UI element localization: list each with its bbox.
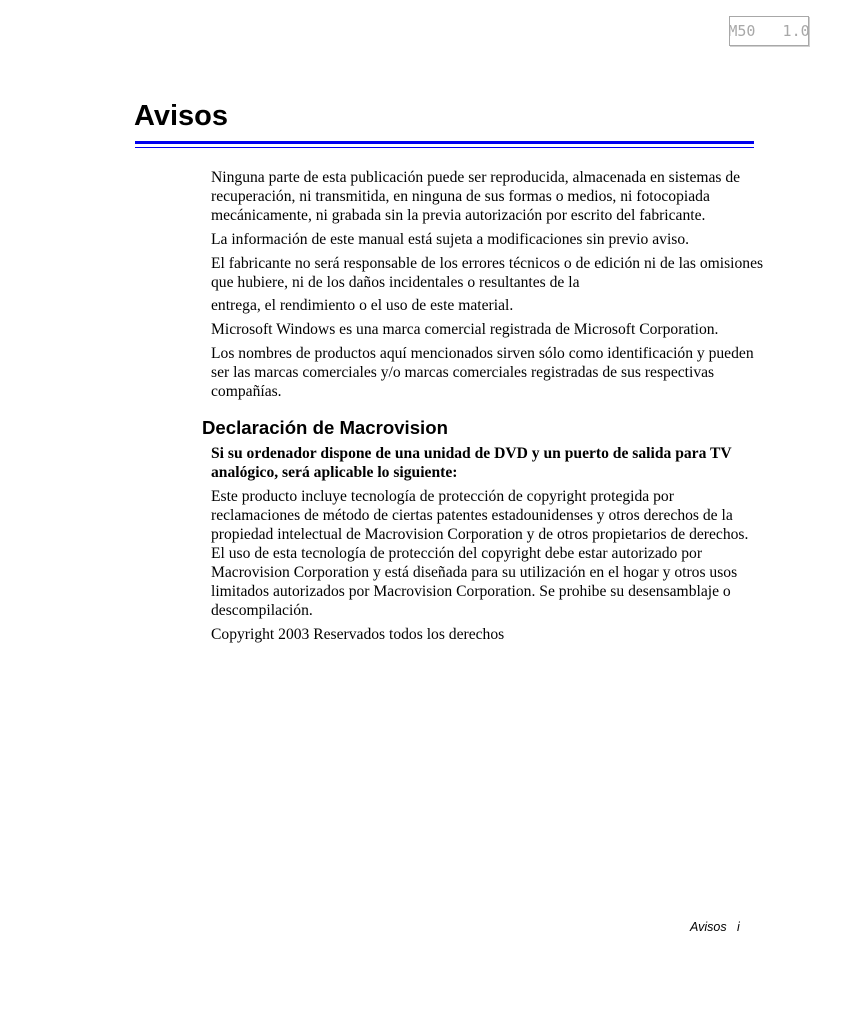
macrovision-section: [211, 444, 761, 649]
notice-liability: El fabricante no será responsable de los errores técnicos o de edición ni de las omisiones que hubiere, ni de los daños incidentales o resultantes de la: [211, 255, 764, 291]
notices-section: [211, 168, 766, 406]
notice-microsoft-trademark: Microsoft Windows es una marca comercial registrada de Microsoft Corporation.: [211, 321, 719, 338]
notice-product-names: Los nombres de productos aquí mencionados sirven sólo como identificación y pueden ser las marcas comerciales y/o marcas comerciales registradas de sus respectivas compañías.: [211, 345, 754, 400]
version-label: M50 1.0: [729, 16, 809, 46]
page-title: Avisos: [134, 100, 229, 132]
title-rule-thick: [135, 141, 754, 144]
title-rule-thin: [135, 147, 754, 148]
page-footer: Avisos i: [690, 920, 740, 934]
notice-reproduction: Ninguna parte de esta publicación puede ser reproducida, almacenada en sistemas de recuperación, ni transmitida, en ninguna de sus formas o medios, ni fotocopiada mecánicamente, ni grabada sin la previa autorización por escrito del fabricante.: [211, 169, 741, 224]
copyright-notice: Copyright 2003 Reservados todos los derechos: [211, 626, 505, 643]
notice-liability-continued: entrega, el rendimiento o el uso de este material.: [211, 297, 514, 314]
macrovision-intro: Si su ordenador dispone de una unidad de DVD y un puerto de salida para TV analógico, será aplicable lo siguiente:: [211, 445, 732, 481]
macrovision-body: Este producto incluye tecnología de protección de copyright protegida por reclamaciones de método de ciertas patentes estadounidenses y otros derechos de la propiedad intelectual de Macrovision Corporation y de otros propietarios de derechos. El uso de esta tecnología de protección del copyright debe estar autorizado por Macrovision Corporation y está diseñada para su utilización en el hogar y otros usos limitados autorizados por Macrovision Corporation. Se prohibe su desensamblaje o descompilación.: [211, 488, 749, 619]
notice-modifications: La información de este manual está sujeta a modificaciones sin previo aviso.: [211, 231, 690, 248]
macrovision-heading: Declaración de Macrovision: [202, 417, 448, 438]
